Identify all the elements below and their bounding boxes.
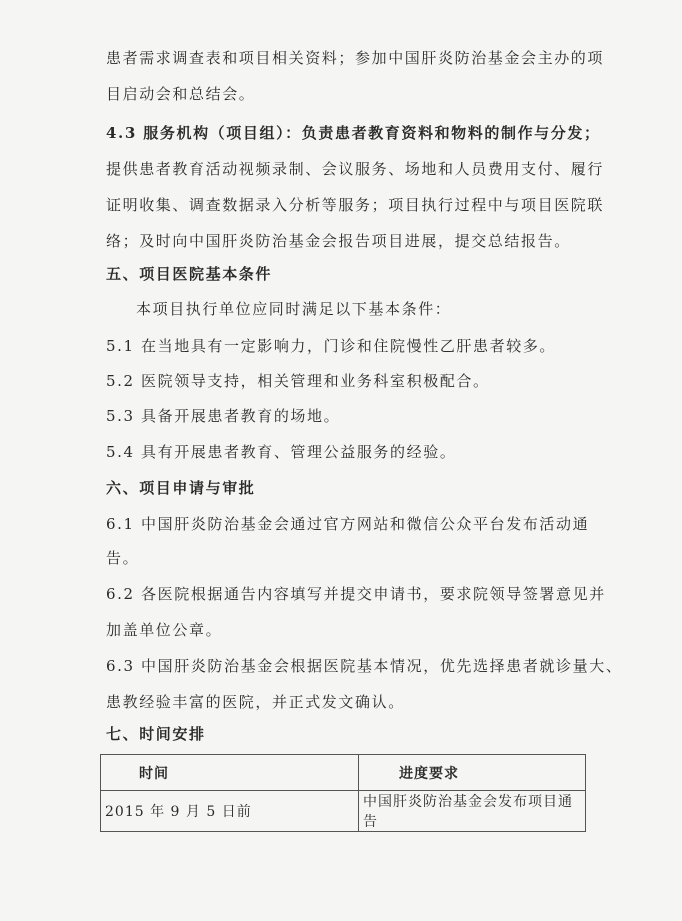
text-line: 加盖单位公章。: [106, 621, 223, 639]
text-line: 6.1 中国肝炎防治基金会通过官方网站和微信公众平台发布活动通: [106, 515, 590, 533]
table-cell: 2015 年 9 月 5 日前: [101, 791, 359, 832]
text-line: 患者需求调查表和项目相关资料；参加中国肝炎防治基金会主办的项: [106, 49, 605, 67]
section-heading: 六、项目申请与审批: [106, 479, 256, 497]
section-heading: 七、时间安排: [106, 725, 206, 743]
text-line: 提供患者教育活动视频录制、会议服务、场地和人员费用支付、履行: [106, 160, 605, 178]
text-line: 络；及时向中国肝炎防治基金会报告项目进展，提交总结报告。: [106, 232, 571, 250]
text-line: 患教经验丰富的医院，并正式发文确认。: [106, 693, 405, 711]
text-line: 证明收集、调查数据录入分析等服务；项目执行过程中与项目医院联: [106, 196, 605, 214]
text-line: 5.2 医院领导支持，相关管理和业务科室积极配合。: [106, 372, 490, 390]
text-line: 5.1 在当地具有一定影响力，门诊和住院慢性乙肝患者较多。: [106, 337, 557, 355]
text-line: 5.3 具备开展患者教育的场地。: [106, 407, 341, 425]
schedule-table: [100, 754, 586, 832]
text-line: 6.3 中国肝炎防治基金会根据医院基本情况，优先选择患者就诊量大、: [106, 657, 623, 675]
table-header-row: [101, 755, 586, 791]
table-row: [101, 791, 586, 832]
text-line: 6.2 各医院根据通告内容填写并提交申请书，要求院领导签署意见并: [106, 585, 606, 603]
text-line-4-3: [106, 123, 601, 143]
section-heading: 五、项目医院基本条件: [106, 265, 273, 283]
table-header-cell: 进度要求: [359, 755, 586, 791]
section-number: 4.3: [106, 124, 137, 142]
table-cell: 中国肝炎防治基金会发布项目通告: [359, 791, 586, 832]
text-line: 目启动会和总结会。: [106, 85, 256, 103]
text-line: 5.4 具有开展患者教育、管理公益服务的经验。: [106, 443, 457, 461]
text-line: 本项目执行单位应同时满足以下基本条件：: [136, 300, 452, 318]
text-line: 告。: [106, 549, 140, 567]
text-line: 服务机构（项目组）：负责患者教育资料和物料的制作与分发；: [143, 124, 601, 142]
table-header-cell: 时间: [101, 755, 359, 791]
